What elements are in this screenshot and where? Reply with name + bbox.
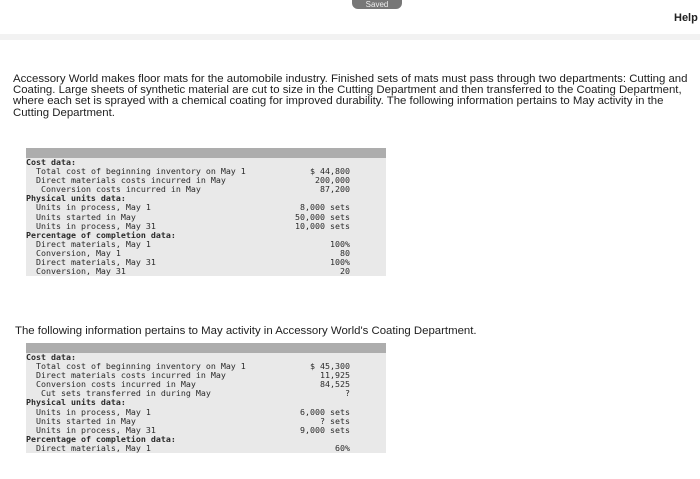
- cutting-department-table: [26, 148, 386, 276]
- problem-intro-text: Accessory World makes floor mats for the automobile industry. Finished sets of mats must pass through two departments: Cutting and Coating. Large sheets of synthetic material are cut to size in the Cutting Department and then transferred to the Coating Department, where each set is sprayed with a chemical coating for improved durability. The following information pertains to May activity in the Cutting Department.: [13, 73, 688, 119]
- row-value: 84,525: [320, 379, 350, 390]
- table-row: [26, 444, 386, 453]
- row-value: 6,000 sets: [300, 406, 350, 417]
- saved-indicator: Saved: [352, 0, 402, 9]
- row-value: $ 45,300: [310, 361, 350, 372]
- row-label: Total cost of beginning inventory on May 1: [36, 361, 246, 372]
- row-label: Percentage of completion data:: [26, 229, 176, 240]
- row-value: 87,200: [320, 184, 350, 195]
- row-value: 10,000 sets: [295, 220, 350, 231]
- table-body: [26, 158, 386, 276]
- row-value: 8,000 sets: [300, 202, 350, 213]
- row-value: $ 44,800: [310, 166, 350, 177]
- table-body: [26, 353, 386, 453]
- row-value: 50,000 sets: [295, 211, 350, 222]
- row-label: Conversion costs incurred in May: [41, 184, 201, 195]
- row-label: Cost data:: [26, 352, 76, 362]
- row-label: Conversion, May 31: [36, 266, 126, 277]
- row-label: Physical units data:: [26, 397, 126, 408]
- row-value: 60%: [335, 442, 350, 453]
- row-label: Units in process, May 31: [36, 424, 156, 435]
- table-header-bar: [26, 343, 386, 353]
- row-label: Units started in May: [36, 415, 136, 426]
- row-label: Conversion costs incurred in May: [36, 379, 196, 390]
- row-label: Percentage of completion data:: [26, 433, 176, 444]
- row-label: Units in process, May 1: [36, 406, 151, 417]
- row-value: 100%: [330, 238, 350, 249]
- row-label: Direct materials costs incurred in May: [36, 175, 226, 186]
- row-value: 100%: [330, 257, 350, 268]
- row-label: Units in process, May 1: [36, 202, 151, 213]
- row-label: Direct materials, May 31: [36, 257, 156, 268]
- row-value: 80: [340, 247, 350, 258]
- row-value: 200,000: [315, 175, 350, 186]
- row-value: ? sets: [320, 415, 350, 426]
- row-value: ?: [345, 388, 350, 399]
- row-label: Units started in May: [36, 211, 136, 222]
- row-value: 20: [340, 266, 350, 277]
- row-label: Physical units data:: [26, 193, 126, 204]
- row-label: Units in process, May 31: [36, 220, 156, 231]
- row-value: 11,925: [320, 370, 350, 381]
- table-row: [26, 267, 386, 276]
- row-label: Cost data:: [26, 157, 76, 167]
- row-label: Conversion, May 1: [36, 247, 121, 258]
- table-header-bar: [26, 148, 386, 158]
- row-label: Cut sets transferred in during May: [41, 388, 211, 399]
- row-label: Total cost of beginning inventory on May 1: [36, 166, 246, 177]
- divider-strip: [0, 34, 700, 40]
- row-label: Direct materials, May 1: [36, 442, 151, 453]
- help-button[interactable]: Help: [674, 12, 698, 24]
- row-label: Direct materials costs incurred in May: [36, 370, 226, 381]
- top-bar: [0, 0, 700, 35]
- row-value: 9,000 sets: [300, 424, 350, 435]
- coating-intro-text: The following information pertains to May activity in Accessory World's Coating Department.: [15, 325, 477, 337]
- coating-department-table: [26, 343, 386, 453]
- row-label: Direct materials, May 1: [36, 238, 151, 249]
